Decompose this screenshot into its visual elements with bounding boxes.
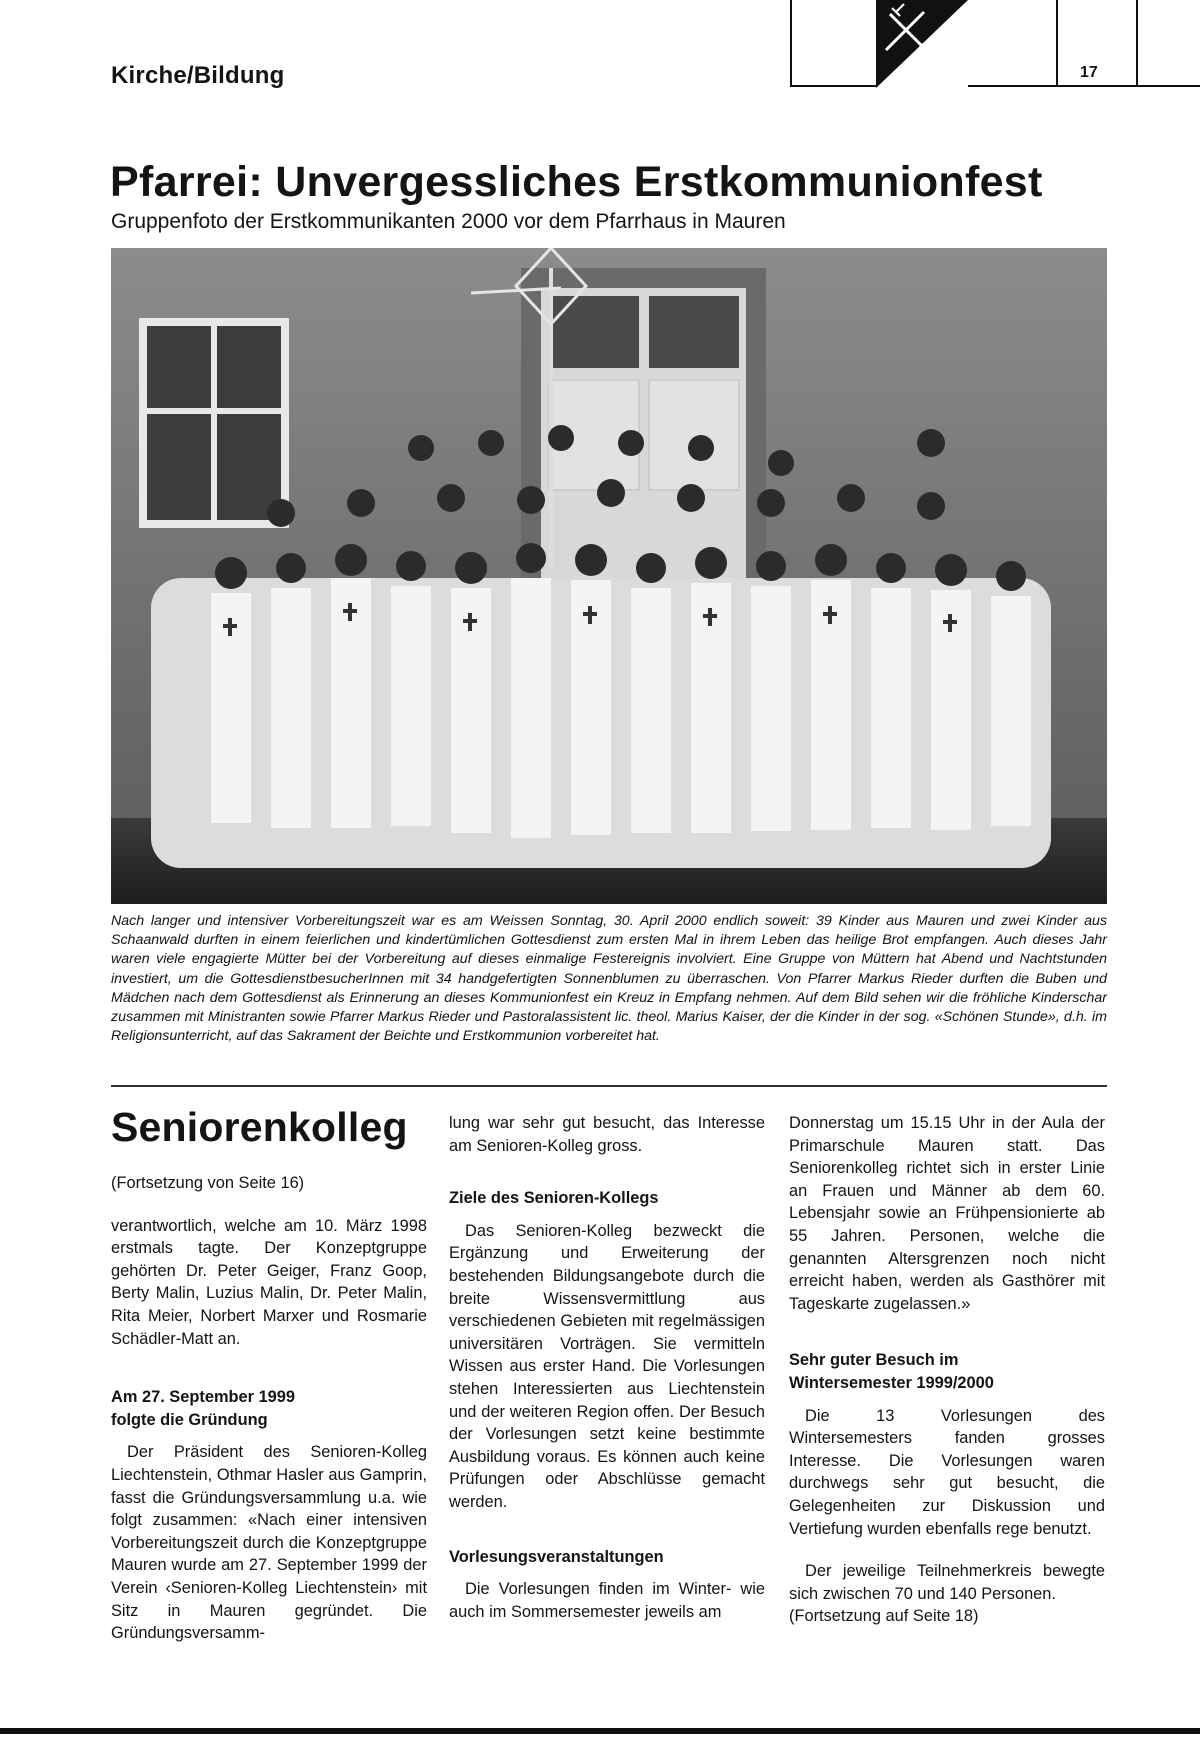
paragraph: Der Präsident des Senioren-Kolleg Liechtenstein, Othmar Hasler aus Gamprin, fasst die Gründungsversammlung u.a. wie folgt zusammen: «Nach einer intensiven Vorbereitungszeit durch die Konzeptgruppe Mauren wurde am 27. September 1999 der Verein ‹Senioren-Kolleg Liechtenstein› mit Sitz in Mauren gegründet. Die Gründungsversamm-: [111, 1443, 427, 1643]
paragraph: verantwortlich, welche am 10. März 1998 erstmals tagte. Der Konzeptgruppe gehörten Dr. Peter Geiger, Franz Goop, Berty Malin, Luzius Malin, Dr. Peter Malin, Rita Meier, Norbert Marxer und Rosmarie Schädler-Matt an.: [111, 1216, 427, 1348]
subheading-gruendung: [111, 1386, 427, 1431]
column-3: [789, 1098, 1105, 1628]
subheading-ziele: Ziele des Senioren-Kollegs: [449, 1189, 659, 1208]
section-label: Kirche/Bildung: [111, 62, 285, 89]
subheading-vorlesungen: Vorlesungsveranstaltungen: [449, 1547, 664, 1566]
paragraph: Der jeweilige Teilnehmerkreis bewegte sich zwischen 70 und 140 Personen.: [789, 1562, 1105, 1603]
subheading-line: Am 27. September 1999: [111, 1388, 296, 1407]
section-divider: [111, 1085, 1107, 1087]
section-title: Seniorenkolleg: [111, 1104, 408, 1150]
page-number: 17: [1080, 64, 1098, 81]
paragraph: Das Senioren-Kolleg bezweckt die Ergänzung und Erweiterung der bestehenden Bildungsangebote durch die breite Wissensvermittlung aus verschiedenen Gebieten mit regelmässigen universitären Vorträgen. Sie vermitteln Wissen aus erster Hand. Die Vorlesungen stehen Interessierten aus Liechtenstein und der weiteren Region offen. Der Besuch der Vorlesungen setzt keine bestimmte Ausbildung voraus. Es können auch keine Prüfungen oder Abschlüsse gemacht werden.: [449, 1221, 765, 1511]
subheading-line: folgte die Gründung: [111, 1410, 268, 1429]
continued-from: (Fortsetzung von Seite 16): [111, 1174, 305, 1192]
subheading-besuch: [789, 1349, 1105, 1394]
subheading-line: Sehr guter Besuch im: [789, 1351, 959, 1370]
continued-to: (Fortsetzung auf Seite 18): [789, 1607, 979, 1626]
subheadline: Gruppenfoto der Erstkommunikanten 2000 vor dem Pfarrhaus in Mauren: [111, 210, 786, 233]
photo-caption: Nach langer und intensiver Vorbereitungszeit war es am Weissen Sonntag, 30. April 2000 endlich soweit: 39 Kinder aus Mauren und zwei Kinder aus Schaanwald durften in einem feierlichen und kindertümlichen Gottesdienst zum ersten Mal in ihrem Leben das heilige Brot empfangen. Auch dieses Jahr waren viele engagierte Mütter bei der Vorbereitung auf dieses einmalige Festereignis involviert. Eine Gruppe von Müttern hat Abend und Nachtstunden investiert, um die GottesdienstbesucherInnen mit 34 handgefertigten Sonnenblumen zu überraschen. Von Pfarrer Markus Rieder durften die Buben und Mädchen nach dem Gottesdienst als Erinnerung an dieses Kommunionfest ein Kreuz in Empfang nehmen. Auf dem Bild sehen wir die fröhliche Kinderschar zusammen mit Ministranten sowie Pfarrer Markus Rieder und Pastoralassistent lic. theol. Marius Kaiser, der die Kinder in der sog. «Schönen Stunde», d.h. im Religionsunterricht, auf das Sakrament der Beichte und Erstkommunion vorbereitet hat.: [111, 913, 1107, 1045]
group-photo: [111, 248, 1107, 904]
headline: Pfarrei: Unvergessliches Erstkommunionfest: [110, 158, 1043, 206]
bottom-rule: [0, 1728, 1200, 1734]
header-graphic: [790, 0, 1200, 88]
paragraph: Die 13 Vorlesungen des Wintersemesters fanden grosses Interesse. Die Vorlesungen waren durchwegs sehr gut besucht, die Gelegenheiten zur Diskussion und Vertiefung wurden ebenfalls rege benutzt.: [789, 1406, 1105, 1538]
column-1: [111, 1098, 427, 1645]
subheading-line: Wintersemester 1999/2000: [789, 1373, 994, 1392]
church-emblem-icon: [876, 0, 968, 88]
column-2: [449, 1098, 765, 1623]
paragraph: Donnerstag um 15.15 Uhr in der Aula der Primarschule Mauren statt. Das Seniorenkolleg richtet sich in erster Linie an Frauen und Männer ab dem 60. Lebensjahr sowie an Frühpensionierte ab 55 Jahren. Personen, welche die genannten Altersgrenzen noch nicht erreicht haben, werden als Gasthörer mit Tageskarte zugelassen.»: [789, 1114, 1105, 1313]
paragraph: Die Vorlesungen finden im Winter- wie auch im Sommersemester jeweils am: [449, 1580, 765, 1621]
paragraph: lung war sehr gut besucht, das Interesse am Senioren-Kolleg gross.: [449, 1114, 765, 1155]
